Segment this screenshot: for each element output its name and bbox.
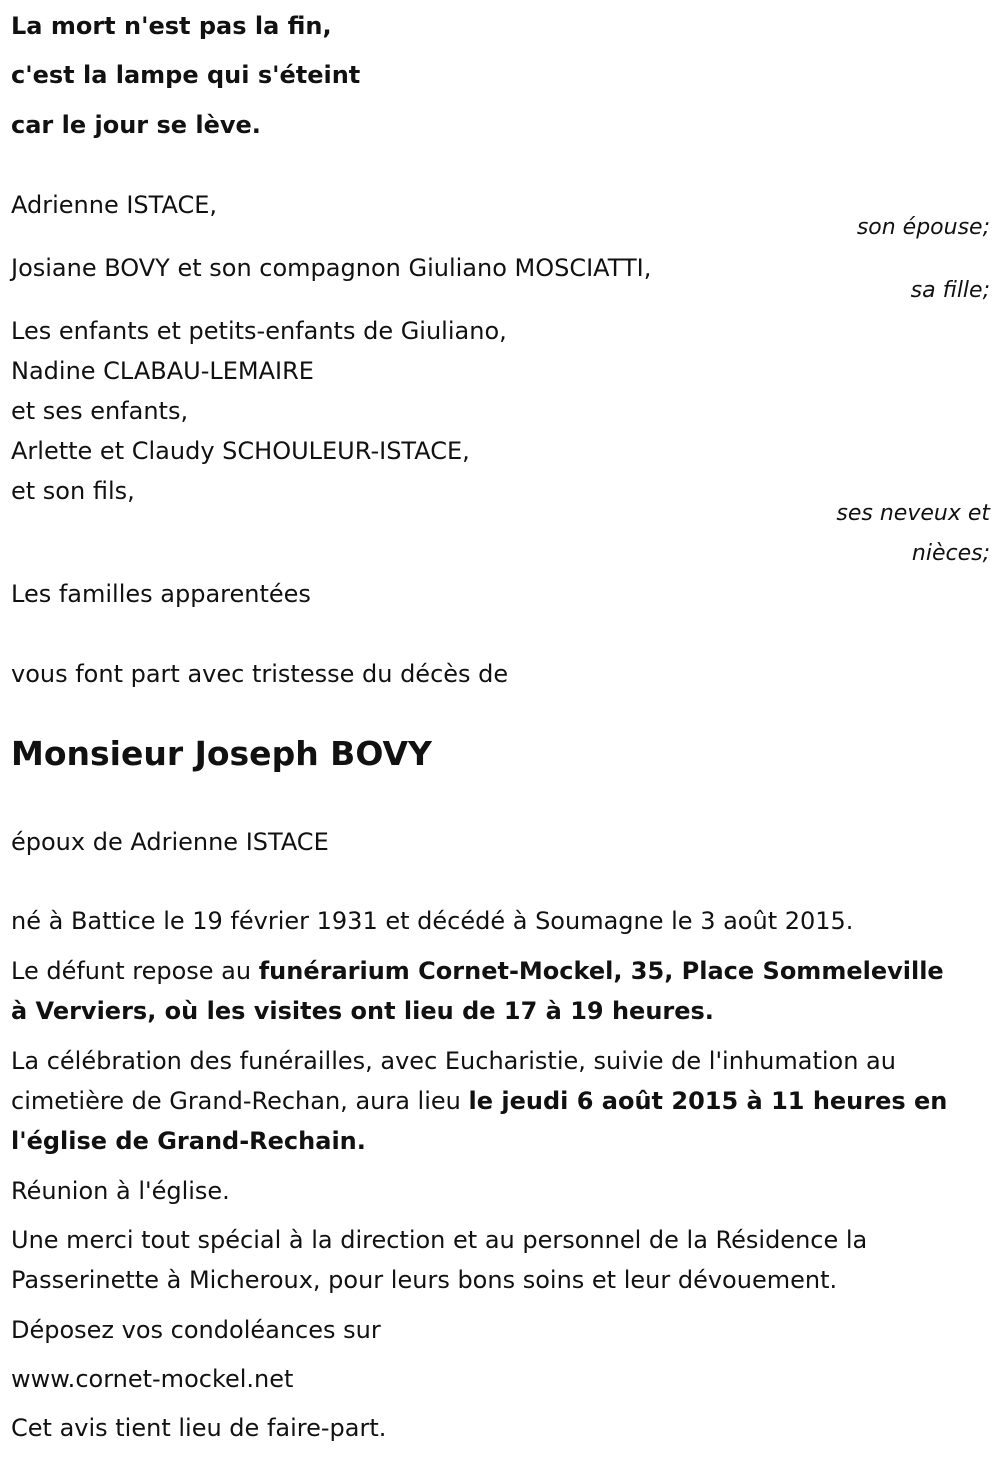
closing: Cet avis tient lieu de faire-part. — [11, 1414, 387, 1442]
repose-line-1 — [11, 956, 944, 986]
wife-name: Adrienne ISTACE, — [11, 191, 218, 219]
repose-prefix: Le défunt repose au — [11, 957, 259, 985]
spouse-line: époux de Adrienne ISTACE — [11, 828, 329, 856]
nephews-line-3: et ses enfants, — [11, 397, 189, 425]
ceremony-line-2 — [11, 1086, 947, 1116]
poem-line-2: c'est la lampe qui s'éteint — [11, 61, 361, 89]
daughter-role: sa fille; — [910, 278, 990, 303]
announcement: vous font part avec tristesse du décès de — [11, 660, 509, 688]
ceremony-prefix: cimetière de Grand-Rechan, aura lieu — [11, 1087, 469, 1115]
nephews-line-5: et son fils, — [11, 477, 135, 505]
condolences-label: Déposez vos condoléances sur — [11, 1316, 381, 1344]
nephews-line-4: Arlette et Claudy SCHOULEUR-ISTACE, — [11, 437, 470, 465]
ceremony-date: le jeudi 6 août 2015 à 11 heures en — [468, 1087, 948, 1115]
thanks-line-1: Une merci tout spécial à la direction et au personnel de la Résidence la — [11, 1226, 868, 1254]
thanks-line-2: Passerinette à Micheroux, pour leurs bons soins et leur dévouement. — [11, 1266, 838, 1294]
nephews-role-line-1: ses neveux et — [836, 501, 990, 526]
repose-line-2: à Verviers, où les visites ont lieu de 17 à 19 heures. — [11, 997, 714, 1025]
repose-location: funérarium Cornet-Mockel, 35, Place Sommeleville — [258, 957, 944, 985]
deceased-name: Monsieur Joseph BOVY — [11, 734, 432, 773]
nephews-role-line-2: nièces; — [911, 541, 990, 566]
relatives: Les familles apparentées — [11, 580, 311, 608]
meeting: Réunion à l'église. — [11, 1177, 230, 1205]
birth-death: né à Battice le 19 février 1931 et décédé à Soumagne le 3 août 2015. — [11, 907, 854, 935]
poem-line-1: La mort n'est pas la fin, — [11, 12, 332, 40]
website-link[interactable]: www.cornet-mockel.net — [11, 1365, 294, 1393]
nephews-line-2: Nadine CLABAU-LEMAIRE — [11, 357, 314, 385]
poem-line-3: car le jour se lève. — [11, 111, 261, 139]
daughter-name: Josiane BOVY et son compagnon Giuliano MOSCIATTI, — [11, 254, 652, 282]
ceremony-line-3: l'église de Grand-Rechain. — [11, 1127, 366, 1155]
ceremony-line-1: La célébration des funérailles, avec Eucharistie, suivie de l'inhumation au — [11, 1047, 896, 1075]
wife-role: son épouse; — [856, 215, 990, 240]
nephews-line-1: Les enfants et petits-enfants de Giuliano, — [11, 317, 507, 345]
